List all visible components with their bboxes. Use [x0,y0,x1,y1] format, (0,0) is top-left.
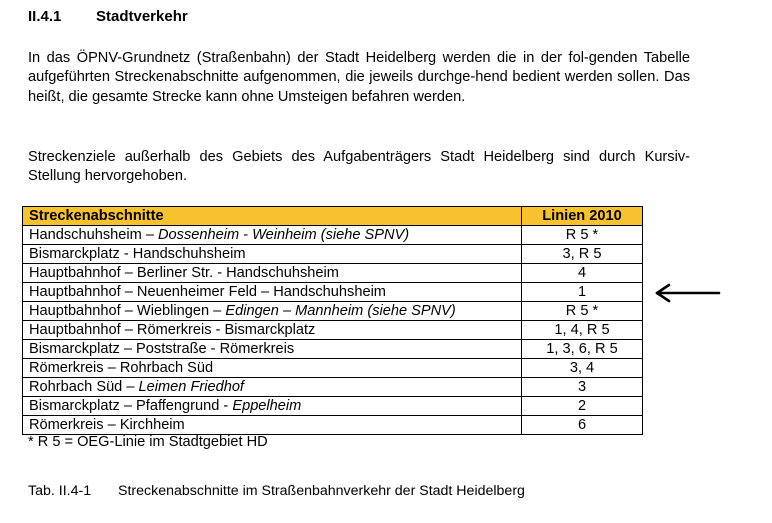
route-segment: Römerkreis – Kirchheim [29,416,185,433]
caption-text: Streckenabschnitte im Straßenbahnverkehr der Stadt Heidelberg [118,483,525,499]
header-streckenabschnitte: Streckenabschnitte [23,207,522,226]
table-row [23,340,643,359]
caption-number: Tab. II.4-1 [28,483,92,499]
table-header-row [23,207,643,226]
route-segment-italic: Dossenheim - Weinheim (siehe SPNV) [158,226,410,243]
route-cell [23,416,522,435]
route-segment: Hauptbahnhof – Neuenheimer Feld – Handschuhsheim [29,283,386,300]
intro-paragraph: In das ÖPNV-Grundnetz (Straßenbahn) der Stadt Heidelberg werden die in der fol-genden Tabelle aufgeführten Streckenabschnitte aufgenommen, die jeweils durchge-hend bedient werden sollen. Das heißt, die gesamte Strecke kann ohne Umsteigen befahren werden. [28,50,690,105]
lines-cell: 3, 4 [522,359,643,378]
lines-cell: R 5 * [522,226,643,245]
lines-cell: 4 [522,264,643,283]
header-linien: Linien 2010 [522,207,643,226]
table-row [23,245,643,264]
route-cell [23,264,522,283]
route-segment: Rohrbach Süd – [29,378,139,395]
section-title: Stadtverkehr [96,8,188,25]
table-row [23,302,643,321]
route-cell [23,302,522,321]
lines-cell: 6 [522,416,643,435]
table-row [23,416,643,435]
route-segment: Bismarckplatz – Pfaffengrund - [29,397,233,414]
footnote: * R 5 = OEG-Linie im Stadtgebiet HD [28,434,268,450]
route-cell [23,283,522,302]
route-segment: Bismarckplatz – Poststraße - Römerkreis [29,340,295,357]
table-row [23,264,643,283]
lines-cell: R 5 * [522,302,643,321]
table-row [23,359,643,378]
table-body [23,226,643,435]
section-number: II.4.1 [28,8,62,25]
table-caption [28,483,525,499]
route-segment: Römerkreis – Rohrbach Süd [29,359,214,376]
route-segment: Hauptbahnhof – Römerkreis - Bismarckplatz [29,321,316,338]
table-row [23,397,643,416]
route-cell [23,245,522,264]
route-segment: Handschuhsheim – [29,226,158,243]
route-segment-italic: Leimen Friedhof [138,378,244,395]
route-cell [23,359,522,378]
route-segment: Bismarckplatz - Handschuhsheim [29,245,246,262]
table-row [23,378,643,397]
route-table [22,206,643,435]
section-heading [28,8,188,25]
lines-cell: 1 [522,283,643,302]
route-segment: Hauptbahnhof – Berliner Str. - Handschuhsheim [29,264,339,281]
lines-cell: 2 [522,397,643,416]
table-row [23,226,643,245]
route-cell [23,378,522,397]
route-cell [23,340,522,359]
route-segment-italic: Eppelheim [232,397,302,414]
route-cell [23,397,522,416]
lines-cell: 3 [522,378,643,397]
lines-cell: 1, 4, R 5 [522,321,643,340]
table-row [23,321,643,340]
route-segment-italic: Edingen – Mannheim (siehe SPNV) [225,302,456,319]
table-row [23,283,643,302]
route-cell [23,321,522,340]
italic-note-paragraph: Streckenziele außerhalb des Gebiets des Aufgabenträgers Stadt Heidelberg sind durch Kursiv-Stellung hervorgehoben. [28,149,690,185]
route-cell [23,226,522,245]
lines-cell: 3, R 5 [522,245,643,264]
lines-cell: 1, 3, 6, R 5 [522,340,643,359]
arrow-left-icon [653,283,723,303]
route-segment: Hauptbahnhof – Wieblingen – [29,302,226,319]
